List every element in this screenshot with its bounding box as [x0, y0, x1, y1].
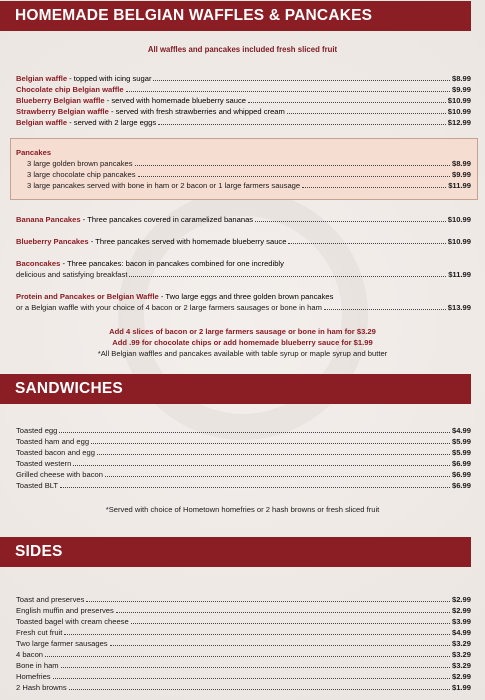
item-price: $4.99 — [451, 628, 471, 637]
item-name: 4 bacon — [16, 650, 44, 659]
item-price: $10.99 — [447, 96, 471, 105]
leader-dots — [131, 622, 450, 624]
addon-line: Add 4 slices of bacon or 2 large farmers sausage or bone in ham for $3.29 — [109, 327, 376, 336]
item-price: $5.99 — [451, 448, 471, 457]
leader-dots — [324, 308, 446, 310]
item-price: $2.99 — [451, 672, 471, 681]
item-name: Fresh cut fruit — [16, 628, 63, 637]
sides-section-header: SIDES — [0, 537, 471, 567]
item-price: $6.99 — [451, 470, 471, 479]
item-name: Strawberry Belgian waffle — [16, 107, 109, 116]
item-desc: - Three pancakes covered in caramelized bananas — [80, 215, 254, 224]
leader-dots — [288, 242, 445, 244]
item-name: Blueberry Pancakes — [16, 237, 89, 246]
menu-item-row — [16, 594, 471, 605]
item-name: Toasted bacon and egg — [16, 448, 95, 457]
menu-item-row — [16, 214, 471, 225]
item-name: Homefries — [16, 672, 51, 681]
leader-dots — [153, 79, 450, 81]
item-desc: - topped with icing sugar — [67, 74, 152, 83]
menu-item-row — [16, 302, 471, 313]
item-price: $11.99 — [448, 181, 471, 190]
item-price: $3.29 — [451, 639, 471, 648]
item-name: 3 large golden brown pancakes — [27, 159, 133, 168]
leader-dots — [129, 275, 446, 277]
item-price: $5.99 — [451, 437, 471, 446]
item-name: Toasted ham and egg — [16, 437, 90, 446]
addon-line: Add .99 for chocolate chips or add homemade blueberry sauce for $1.99 — [112, 338, 373, 347]
menu-item-row — [16, 95, 471, 106]
menu-item-row — [16, 425, 471, 436]
item-desc: - Three pancakes: bacon in pancakes combined for one incredibly — [60, 259, 284, 268]
item-price: $1.99 — [451, 683, 471, 692]
pancakes-heading: Pancakes — [16, 148, 52, 157]
menu-item-row — [16, 117, 471, 128]
leader-dots — [61, 666, 450, 668]
menu-item-row — [16, 649, 471, 660]
leader-dots — [302, 186, 446, 188]
item-desc: - served with homemade blueberry sauce — [104, 96, 247, 105]
item-price: $9.99 — [451, 170, 471, 179]
item-price: $12.99 — [447, 118, 471, 127]
item-price: $3.29 — [451, 650, 471, 659]
waffles-section-header: HOMEMADE BELGIAN WAFFLES & PANCAKES — [0, 1, 471, 31]
item-name: 2 Hash browns — [16, 683, 67, 692]
baconcakes-item — [16, 258, 471, 269]
menu-item-row — [16, 605, 471, 616]
menu-item-row — [27, 180, 471, 191]
leader-dots — [138, 175, 450, 177]
item-name: Blueberry Belgian waffle — [16, 96, 105, 105]
item-name: Banana Pancakes — [16, 215, 81, 224]
menu-item-row — [16, 458, 471, 469]
leader-dots — [126, 90, 450, 92]
item-name: Toasted western — [16, 459, 72, 468]
leader-dots — [248, 101, 446, 103]
leader-dots — [60, 486, 450, 488]
item-desc: - Three pancakes served with homemade blueberry sauce — [88, 237, 287, 246]
item-price: $3.99 — [451, 617, 471, 626]
item-price: $9.99 — [451, 85, 471, 94]
item-desc: or a Belgian waffle with your choice of 4 bacon or 2 large farmers sausages or bone in ham — [16, 303, 322, 312]
menu-item-row — [16, 638, 471, 649]
item-name: Chocolate chip Belgian waffle — [16, 85, 124, 94]
item-name: Toasted BLT — [16, 481, 59, 490]
item-desc: - Two large eggs and three golden brown pancakes — [158, 292, 334, 301]
leader-dots — [73, 464, 450, 466]
menu-item-row — [16, 447, 471, 458]
sandwiches-note: *Served with choice of Hometown homefries or 2 hash browns or fresh sliced fruit — [105, 505, 380, 514]
item-name: Baconcakes — [16, 259, 61, 268]
item-name: Belgian waffle — [16, 118, 68, 127]
menu-item-row — [27, 158, 471, 169]
item-price: $6.99 — [451, 459, 471, 468]
leader-dots — [69, 688, 450, 690]
item-price: $10.99 — [447, 237, 471, 246]
menu-item-row — [16, 106, 471, 117]
menu-item-row — [16, 84, 471, 95]
waffles-note: All waffles and pancakes included fresh sliced fruit — [147, 45, 338, 54]
sandwiches-section-header: SANDWICHES — [0, 374, 471, 404]
item-name: Bone in ham — [16, 661, 59, 670]
item-name: 3 large chocolate chip pancakes — [27, 170, 136, 179]
leader-dots — [45, 655, 450, 657]
item-name: 3 large pancakes served with bone in ham or 2 bacon or 1 large farmers sausage — [27, 181, 301, 190]
item-name: Protein and Pancakes or Belgian Waffle — [16, 292, 159, 301]
item-price: $4.99 — [451, 426, 471, 435]
leader-dots — [158, 123, 446, 125]
item-price: $6.99 — [451, 481, 471, 490]
item-price: $2.99 — [451, 606, 471, 615]
leader-dots — [135, 164, 450, 166]
leader-dots — [86, 600, 450, 602]
item-name: Toasted bagel with cream cheese — [16, 617, 129, 626]
syrup-note: *All Belgian waffles and pancakes available with table syrup or maple syrup and butter — [97, 349, 388, 358]
item-name: Belgian waffle — [16, 74, 68, 83]
menu-item-row — [16, 269, 471, 280]
menu-item-row — [16, 682, 471, 693]
menu-item-row — [16, 236, 471, 247]
item-name: Toasted egg — [16, 426, 58, 435]
item-price: $10.99 — [447, 215, 471, 224]
item-name: Toast and preserves — [16, 595, 85, 604]
leader-dots — [116, 611, 450, 613]
menu-item-row — [16, 660, 471, 671]
menu-item-row — [16, 469, 471, 480]
item-desc: - served with 2 large eggs — [67, 118, 157, 127]
item-price: $11.99 — [448, 270, 471, 279]
leader-dots — [255, 220, 446, 222]
pancakes-heading-row — [16, 147, 471, 158]
item-price: $10.99 — [447, 107, 471, 116]
menu-item-row — [16, 73, 471, 84]
item-price: $8.99 — [451, 159, 471, 168]
menu-item-row — [16, 480, 471, 491]
item-desc: delicious and satisfying breakfast — [16, 270, 128, 279]
leader-dots — [59, 431, 450, 433]
menu-item-row — [16, 627, 471, 638]
item-name: Two large farmer sausages — [16, 639, 108, 648]
menu-item-row — [16, 436, 471, 447]
protein-item — [16, 291, 471, 302]
menu-item-row — [16, 616, 471, 627]
leader-dots — [110, 644, 450, 646]
leader-dots — [53, 677, 450, 679]
leader-dots — [97, 453, 450, 455]
leader-dots — [64, 633, 450, 635]
item-price: $3.29 — [451, 661, 471, 670]
item-name: English muffin and preserves — [16, 606, 114, 615]
leader-dots — [287, 112, 446, 114]
item-price: $8.99 — [451, 74, 471, 83]
item-name: Grilled cheese with bacon — [16, 470, 103, 479]
menu-item-row — [16, 671, 471, 682]
leader-dots — [105, 475, 450, 477]
item-price: $2.99 — [451, 595, 471, 604]
item-price: $13.99 — [447, 303, 471, 312]
leader-dots — [91, 442, 450, 444]
item-desc: - served with fresh strawberries and whipped cream — [108, 107, 285, 116]
menu-item-row — [27, 169, 471, 180]
